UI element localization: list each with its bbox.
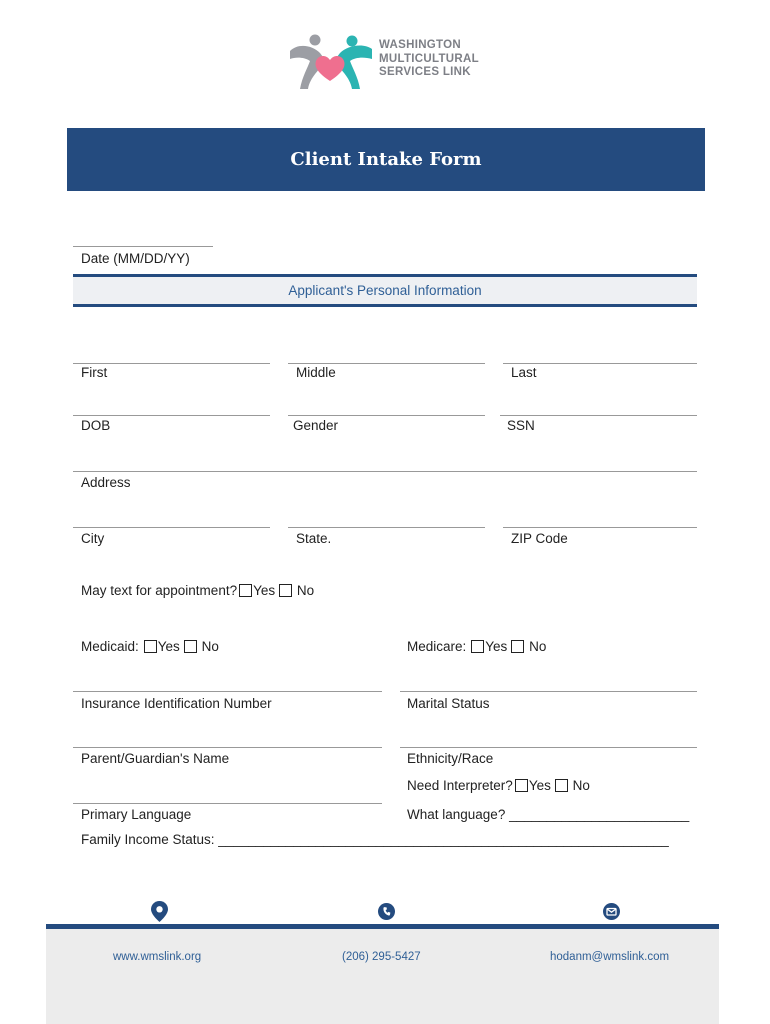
gender-label: Gender bbox=[293, 418, 339, 433]
zip-field[interactable] bbox=[503, 527, 697, 528]
dob-label: DOB bbox=[81, 418, 111, 433]
state-label: State. bbox=[296, 531, 332, 546]
yes-label: Yes bbox=[528, 778, 551, 793]
text-appointment-label: May text for appointment? bbox=[81, 583, 238, 598]
interpreter-question bbox=[407, 778, 590, 793]
guardian-name-field[interactable] bbox=[73, 747, 382, 748]
first-name-field[interactable] bbox=[73, 363, 270, 364]
ethnicity-field[interactable] bbox=[400, 747, 697, 748]
marital-status-field[interactable] bbox=[400, 691, 697, 692]
org-name: WASHINGTON MULTICULTURAL SERVICES LINK bbox=[379, 39, 479, 78]
date-field-line[interactable] bbox=[73, 246, 213, 247]
interpreter-label: Need Interpreter? bbox=[407, 778, 513, 793]
phone-icon bbox=[378, 903, 395, 920]
medicare-no-checkbox[interactable] bbox=[511, 640, 524, 653]
medicaid-question bbox=[81, 639, 219, 654]
footer bbox=[46, 929, 719, 1024]
text-appointment-yes-checkbox[interactable] bbox=[239, 584, 252, 597]
primary-language-label: Primary Language bbox=[81, 807, 192, 822]
interpreter-no-checkbox[interactable] bbox=[555, 779, 568, 792]
guardian-name-label: Parent/Guardian's Name bbox=[81, 751, 230, 766]
medicaid-label: Medicaid: bbox=[81, 639, 139, 654]
medicaid-no-checkbox[interactable] bbox=[184, 640, 197, 653]
no-label: No bbox=[201, 639, 219, 654]
section-title: Applicant's Personal Information bbox=[288, 283, 482, 298]
yes-label: Yes bbox=[253, 583, 276, 598]
mail-icon bbox=[603, 903, 620, 920]
last-name-label: Last bbox=[511, 365, 537, 380]
address-label: Address bbox=[81, 475, 131, 490]
zip-label: ZIP Code bbox=[511, 531, 568, 546]
title-banner bbox=[67, 128, 705, 191]
no-label: No bbox=[529, 639, 547, 654]
family-income-field[interactable]: Family Income Status: ____________________________________________________________ bbox=[81, 832, 669, 847]
no-label: No bbox=[572, 778, 590, 793]
insurance-id-label: Insurance Identification Number bbox=[81, 696, 272, 711]
location-pin-icon bbox=[151, 901, 168, 922]
date-label: Date (MM/DD/YY) bbox=[81, 251, 190, 266]
yes-label: Yes bbox=[485, 639, 508, 654]
dob-field[interactable] bbox=[73, 415, 270, 416]
middle-name-field[interactable] bbox=[288, 363, 485, 364]
middle-name-label: Middle bbox=[296, 365, 336, 380]
last-name-field[interactable] bbox=[503, 363, 697, 364]
medicaid-yes-checkbox[interactable] bbox=[144, 640, 157, 653]
section-header bbox=[73, 274, 697, 307]
city-label: City bbox=[81, 531, 105, 546]
phone-number[interactable]: (206) 295-5427 bbox=[342, 951, 421, 963]
form-title: Client Intake Form bbox=[290, 149, 482, 170]
medicare-label: Medicare: bbox=[407, 639, 467, 654]
medicare-yes-checkbox[interactable] bbox=[471, 640, 484, 653]
ssn-field[interactable] bbox=[500, 415, 697, 416]
yes-label: Yes bbox=[157, 639, 180, 654]
email-link[interactable]: hodanm@wmslink.com bbox=[550, 951, 670, 963]
interpreter-yes-checkbox[interactable] bbox=[515, 779, 528, 792]
no-label: No bbox=[296, 583, 315, 598]
medicare-question bbox=[407, 639, 546, 654]
first-name-label: First bbox=[81, 365, 108, 380]
gender-field[interactable] bbox=[288, 415, 485, 416]
ethnicity-label: Ethnicity/Race bbox=[407, 751, 494, 766]
ssn-label: SSN bbox=[507, 418, 535, 433]
text-appointment-question bbox=[81, 583, 314, 598]
text-appointment-no-checkbox[interactable] bbox=[279, 584, 292, 597]
what-language-field[interactable]: What language? ________________________ bbox=[407, 807, 690, 822]
city-field[interactable] bbox=[73, 527, 270, 528]
marital-status-label: Marital Status bbox=[407, 696, 490, 711]
website-link[interactable]: www.wmslink.org bbox=[113, 951, 202, 963]
insurance-id-field[interactable] bbox=[73, 691, 382, 692]
state-field[interactable] bbox=[288, 527, 485, 528]
address-field[interactable] bbox=[73, 471, 697, 472]
primary-language-field[interactable] bbox=[73, 803, 382, 804]
